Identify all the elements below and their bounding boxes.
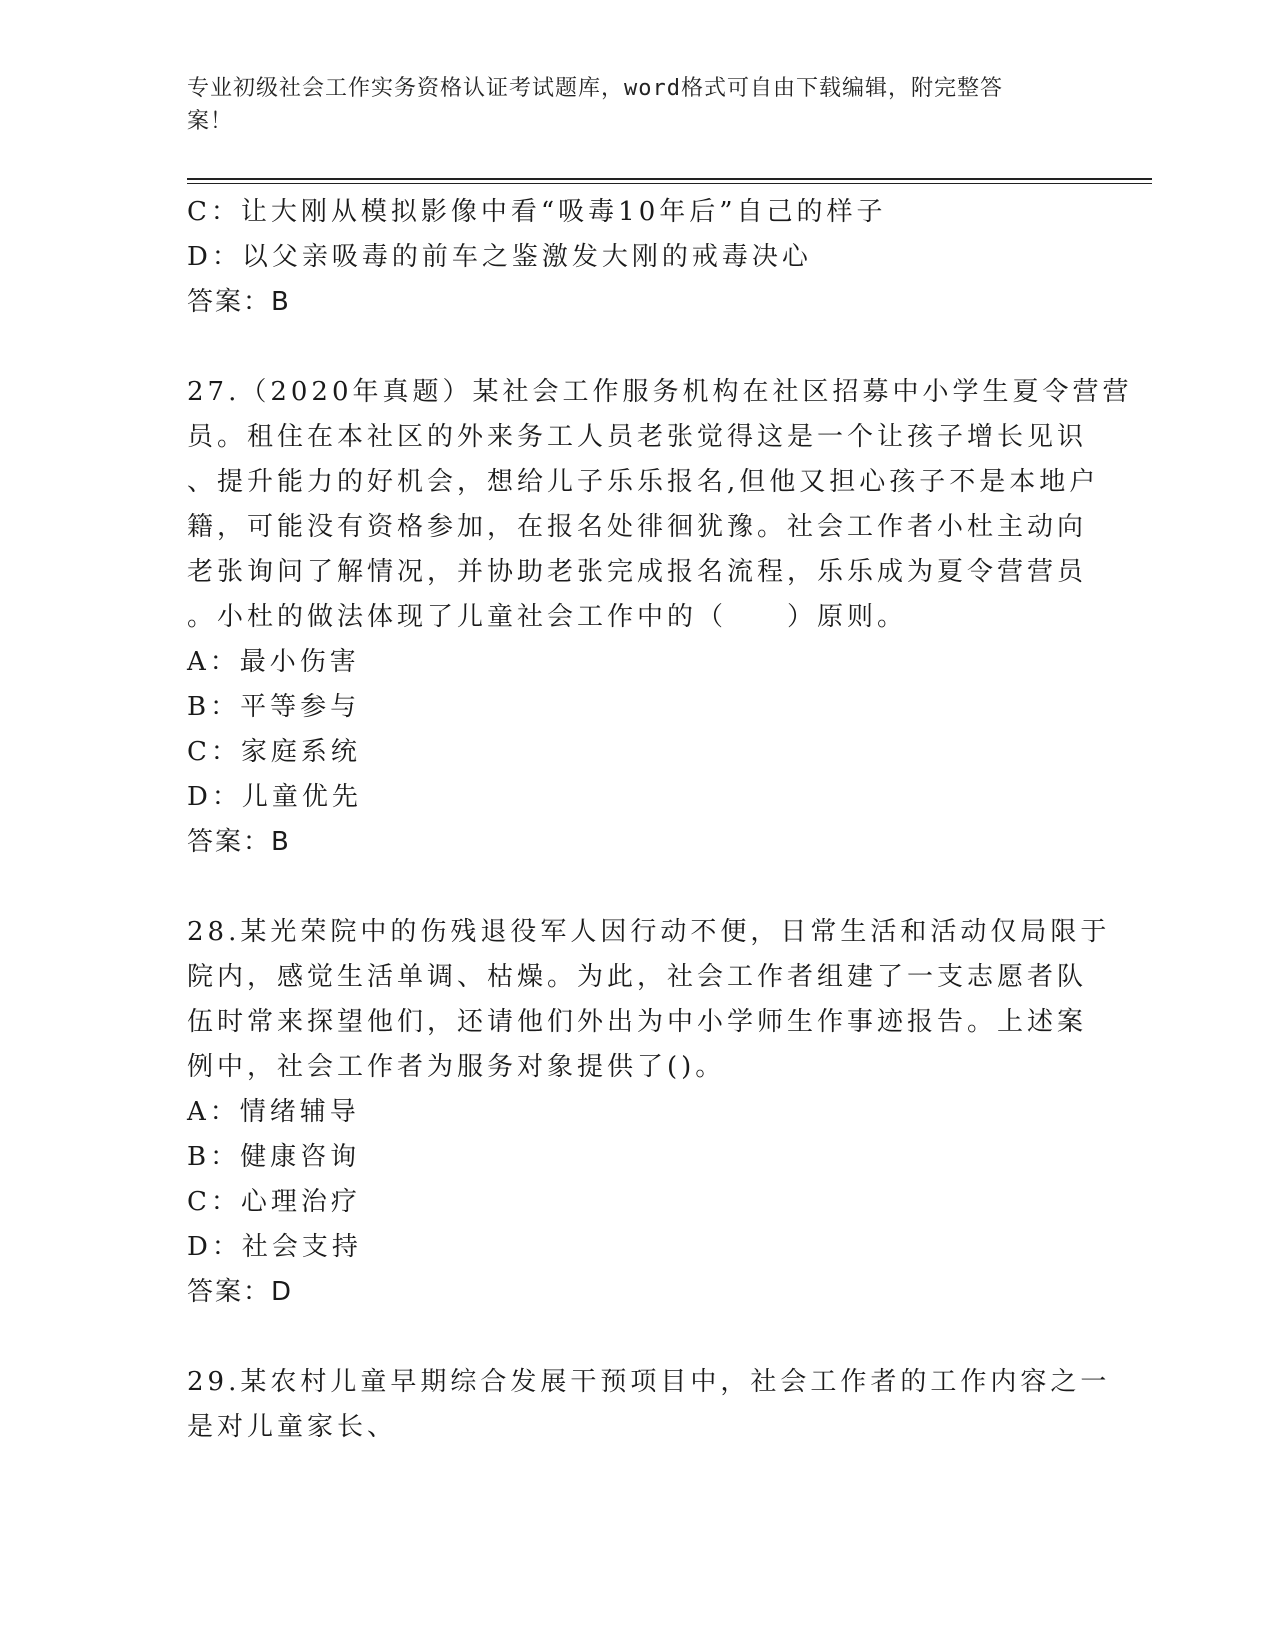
option-a: A：情绪辅导 — [187, 1097, 360, 1127]
option-c: C：让大刚从模拟影像中看“吸毒10年后”自己的样子 — [187, 197, 887, 227]
document-body — [187, 190, 1133, 1450]
question-text-line: 28.某光荣院中的伤残退役军人因行动不便，日常生活和活动仅局限于 — [187, 917, 1111, 947]
option-d: D：儿童优先 — [187, 782, 362, 812]
question-block-28 — [187, 910, 1111, 1315]
question-text-line: 是对儿童家长、 — [187, 1412, 398, 1442]
question-text-line: 例中，社会工作者为服务对象提供了()。 — [187, 1052, 726, 1082]
header-line-2: 案！ — [187, 109, 234, 134]
question-text-line: 、提升能力的好机会，想给儿子乐乐报名,但他又担心孩子不是本地户 — [187, 467, 1100, 497]
header-divider-thin — [187, 183, 1152, 184]
question-text-line: 29.某农村儿童早期综合发展干预项目中，社会工作者的工作内容之一 — [187, 1367, 1111, 1397]
question-text-line: 伍时常来探望他们，还请他们外出为中小学师生作事迹报告。上述案 — [187, 1007, 1088, 1037]
question-block-26 — [187, 190, 1087, 325]
question-text-line: 老张询问了解情况，并协助老张完成报名流程，乐乐成为夏令营营员 — [187, 557, 1088, 587]
answer-line: 答案：D — [187, 1277, 294, 1307]
option-c: C：心理治疗 — [187, 1187, 361, 1217]
option-a: A：最小伤害 — [187, 647, 360, 677]
page-header — [187, 72, 1067, 138]
spacer — [187, 325, 1087, 370]
option-c: C：家庭系统 — [187, 737, 361, 767]
header-divider-thick — [187, 178, 1152, 180]
option-b: B：健康咨询 — [187, 1142, 361, 1172]
answer-line: 答案：B — [187, 827, 291, 857]
question-text-line: 籍，可能没有资格参加，在报名处徘徊犹豫。社会工作者小杜主动向 — [187, 512, 1088, 542]
option-d: D：社会支持 — [187, 1232, 362, 1262]
question-text-line: 27.（2020年真题）某社会工作服务机构在社区招募中小学生夏令营营 — [187, 377, 1133, 407]
option-d: D：以父亲吸毒的前车之鉴激发大刚的戒毒决心 — [187, 242, 812, 272]
answer-line: 答案：B — [187, 287, 291, 317]
question-block-27 — [187, 370, 1133, 865]
header-line-1: 专业初级社会工作实务资格认证考试题库，word格式可自由下载编辑，附完整答 — [187, 76, 1003, 101]
question-text-line: 院内，感觉生活单调、枯燥。为此，社会工作者组建了一支志愿者队 — [187, 962, 1088, 992]
spacer — [187, 1315, 1087, 1360]
question-text-line: 。小杜的做法体现了儿童社会工作中的（ ）原则。 — [187, 602, 908, 632]
question-text-line: 员。租住在本社区的外来务工人员老张觉得这是一个让孩子增长见识 — [187, 422, 1088, 452]
option-b: B：平等参与 — [187, 692, 361, 722]
spacer — [187, 865, 1087, 910]
question-block-29 — [187, 1360, 1111, 1450]
